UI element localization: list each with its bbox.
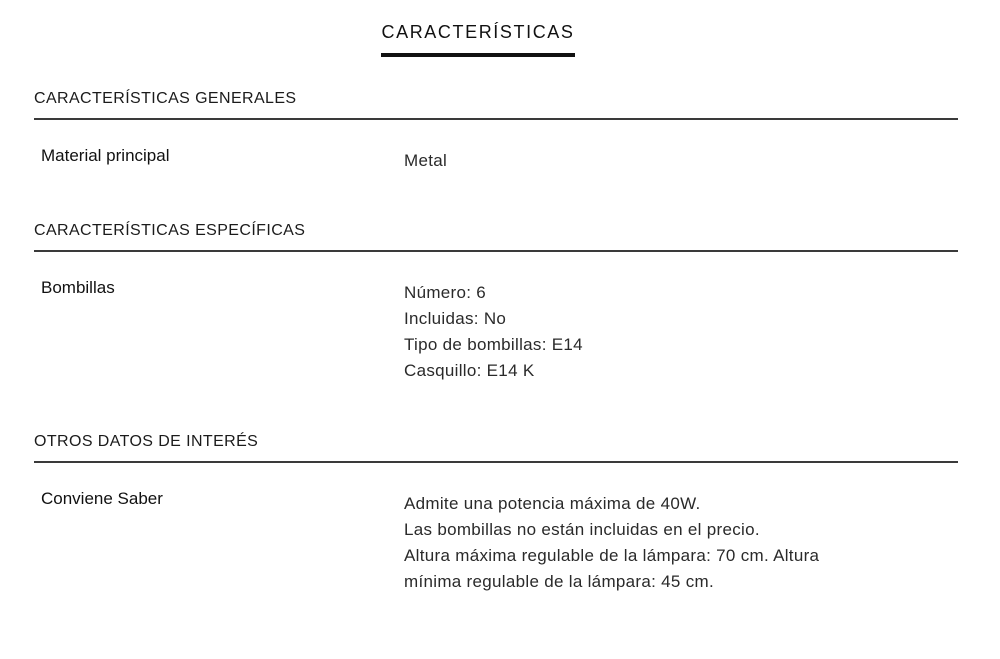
- spec-row-material-principal: [34, 146, 958, 174]
- spec-value: Las bombillas no están incluidas en el precio.: [404, 520, 760, 539]
- section-title: CARACTERÍSTICAS GENERALES: [34, 90, 958, 120]
- section-title: OTROS DATOS DE INTERÉS: [34, 433, 958, 463]
- section-caracteristicas-generales: [34, 90, 958, 174]
- section-otros-datos-de-interes: [34, 433, 958, 595]
- spec-row-conviene-saber: [34, 489, 958, 595]
- spec-values: [404, 278, 958, 384]
- spec-value: Admite una potencia máxima de 40W.: [404, 494, 701, 513]
- spec-values: [404, 146, 958, 174]
- spec-value: Incluidas: No: [404, 309, 507, 328]
- tab-caracteristicas[interactable]: CARACTERÍSTICAS: [381, 22, 574, 57]
- tab-bar: [0, 22, 956, 57]
- spec-value: Metal: [404, 151, 448, 170]
- spec-value: Casquillo: E14 K: [404, 361, 535, 380]
- spec-value: Altura máxima regulable de la lámpara: 70 cm. Altura: [404, 546, 820, 565]
- spec-label: Material principal: [41, 146, 170, 165]
- section-title: CARACTERÍSTICAS ESPECÍFICAS: [34, 222, 958, 252]
- spec-values: [404, 489, 958, 595]
- spec-value: Número: 6: [404, 283, 487, 302]
- spec-value: Tipo de bombillas: E14: [404, 335, 583, 354]
- spec-value: mínima regulable de la lámpara: 45 cm.: [404, 572, 714, 591]
- spec-row-bombillas: [34, 278, 958, 384]
- section-caracteristicas-especificas: [34, 222, 958, 384]
- spec-label: Bombillas: [41, 278, 115, 297]
- spec-label: Conviene Saber: [41, 489, 163, 508]
